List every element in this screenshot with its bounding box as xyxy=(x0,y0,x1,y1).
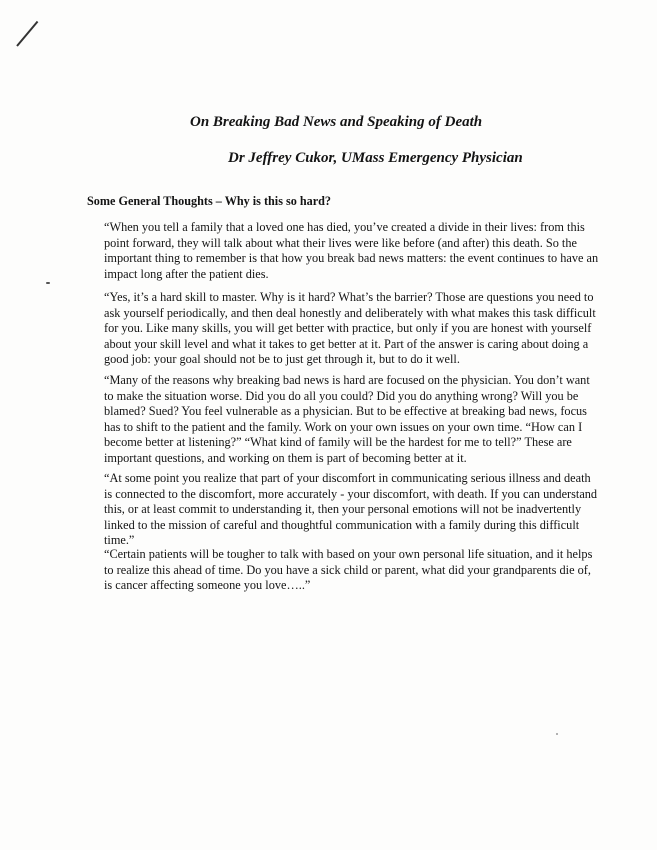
section-heading: Some General Thoughts – Why is this so hard? xyxy=(87,194,332,208)
paragraph: “Many of the reasons why breaking bad news is hard are focused on the physician. You don’t want to make the situation worse. Did you do all you could? Did you do anything wrong? Will you be blamed? Sued? You feel vulnerable as a physician. But to be effective at breaking bad news, focus has to shift to the patient and the family. Work on your own issues on your own time. “How can I become better at listening?” “What kind of family will be the hardest for me to tell?” These are important questions, and working on them is part of becoming better at it. xyxy=(104,373,590,465)
paragraph: “Yes, it’s a hard skill to master. Why is it hard? What’s the barrier? Those are questions you need to ask yourself periodically, and then deal honestly and deliberately with what makes this task difficult for you. Like many skills, you will get better with practice, but only if you are honest with yourself about your skill level and what it takes to get better at it. Part of the answer is caring about doing a good job: your goal should not be to just get through it, but to do it well. xyxy=(104,290,596,367)
scan-speck xyxy=(556,733,558,735)
paragraph: “At some point you realize that part of your discomfort in communicating serious illness and death is connected to the discomfort, more accurately - your discomfort, with death. If you can understand this, or at least commit to understanding it, then your personal emotions will not be inadvertently linked to the mission of careful and thoughtful communication with a family during this difficult time.” xyxy=(104,471,598,548)
document-title: On Breaking Bad News and Speaking of Death xyxy=(190,114,483,130)
paragraph: “Certain patients will be tougher to talk with based on your own personal life situation, and it helps to realize this ahead of time. Do you have a sick child or parent, what did your grandparents die of, is cancer affecting someone you love…..” xyxy=(104,547,593,593)
scan-speck xyxy=(46,282,50,284)
author-line: Dr Jeffrey Cukor, UMass Emergency Physician xyxy=(228,150,523,166)
paragraph: “When you tell a family that a loved one has died, you’ve created a divide in their lives: from this point forward, they will talk about what their lives were like before (and after) this death. So the important thing to remember is that how you break bad news matters: the event continues to have an impact long after the patient dies. xyxy=(104,220,599,281)
scan-mark xyxy=(16,21,38,47)
